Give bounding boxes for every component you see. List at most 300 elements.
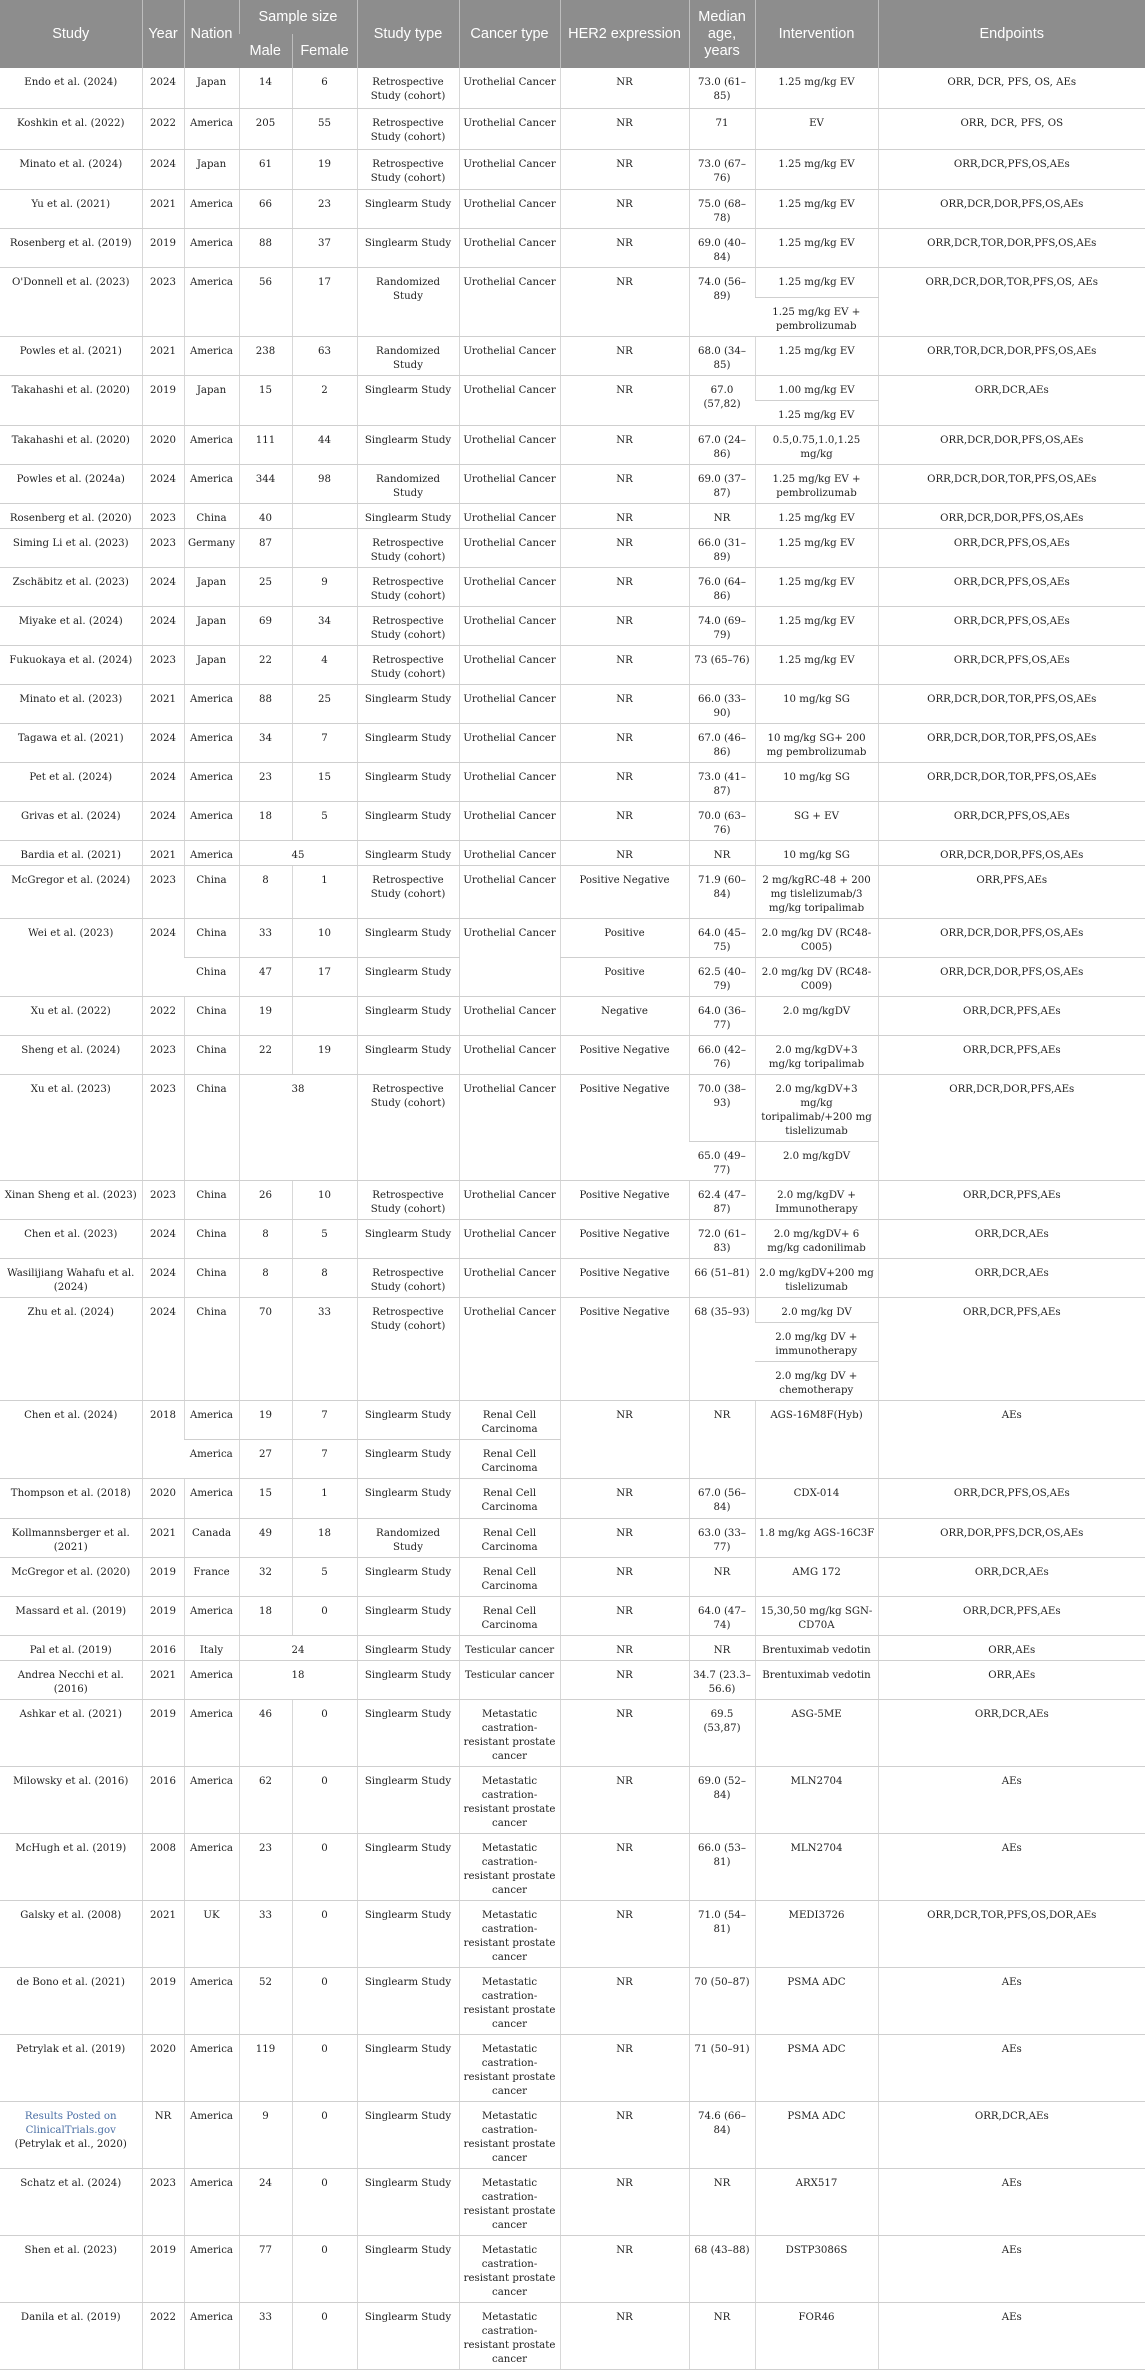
header-median-age: Median age, years (689, 0, 755, 68)
endpoints-cell: ORR,DCR,DOR,TOR,PFS,OS,AEs (878, 684, 1145, 723)
table-row (0, 645, 1145, 684)
study-cell: Takahashi et al. (2020) (0, 425, 142, 464)
her2-cell: NR (560, 762, 689, 801)
study-cell: Schatz et al. (2024) (0, 2168, 142, 2235)
endpoints-cell: ORR,DCR,DOR,PFS,OS,AEs (878, 918, 1145, 957)
cancer-type-cell: Urothelial Cancer (459, 840, 560, 865)
her2-cell: Positive Negative (560, 1035, 689, 1074)
cancer-type-cell: Renal Cell Carcinoma (459, 1439, 560, 1478)
female-cell: 63 (292, 336, 357, 375)
nation-cell: China (184, 1297, 239, 1400)
median-age-cell: NR (689, 2168, 755, 2235)
nation-cell: America (184, 801, 239, 840)
her2-cell: Positive (560, 957, 689, 996)
male-cell: 88 (239, 684, 292, 723)
sample-total-cell: 45 (239, 840, 357, 865)
cancer-type-cell: Urothelial Cancer (459, 1258, 560, 1297)
male-cell: 344 (239, 464, 292, 503)
male-cell: 19 (239, 1400, 292, 1439)
year-cell: 2024 (142, 1219, 184, 1258)
table-row (0, 1074, 1145, 1141)
cancer-type-cell: Renal Cell Carcinoma (459, 1518, 560, 1557)
intervention-cell: 1.25 mg/kg EV (755, 267, 878, 297)
nation-cell: China (184, 1219, 239, 1258)
study-type-cell: Retrospective Study (cohort) (357, 68, 459, 108)
cancer-type-cell: Urothelial Cancer (459, 606, 560, 645)
nation-cell: America (184, 1596, 239, 1635)
her2-cell: NR (560, 528, 689, 567)
intervention-cell: 2.0 mg/kgDV+3 mg/kg toripalimab/+200 mg tislelizumab (755, 1074, 878, 1141)
median-age-cell: NR (689, 840, 755, 865)
median-age-cell: 74.6 (66–84) (689, 2101, 755, 2168)
intervention-cell: MLN2704 (755, 1833, 878, 1900)
year-cell: 2023 (142, 1035, 184, 1074)
endpoints-cell: ORR,DCR,AEs (878, 1557, 1145, 1596)
endpoints-cell: ORR,DOR,PFS,DCR,OS,AEs (878, 1518, 1145, 1557)
cancer-type-cell: Urothelial Cancer (459, 801, 560, 840)
intervention-cell: 10 mg/kg SG (755, 762, 878, 801)
table-row (0, 1478, 1145, 1518)
intervention-cell: 1.25 mg/kg EV + pembrolizumab (755, 297, 878, 336)
cancer-type-cell: Metastatic castration-resistant prostate cancer (459, 2235, 560, 2302)
year-cell: 2024 (142, 801, 184, 840)
her2-cell: NR (560, 336, 689, 375)
header-study-type: Study type (357, 0, 459, 68)
table-row (0, 228, 1145, 267)
female-cell: 37 (292, 228, 357, 267)
study-cell: Wei et al. (2023) (0, 918, 142, 996)
study-type-cell: Randomized Study (357, 464, 459, 503)
year-cell: 2023 (142, 645, 184, 684)
sample-total-cell: 38 (239, 1074, 357, 1180)
nation-cell: America (184, 464, 239, 503)
female-cell: 18 (292, 1518, 357, 1557)
intervention-cell: 1.25 mg/kg EV (755, 606, 878, 645)
study-cell: Milowsky et al. (2016) (0, 1766, 142, 1833)
female-cell: 55 (292, 108, 357, 149)
median-age-cell: 66.0 (31–89) (689, 528, 755, 567)
year-cell: 2019 (142, 2235, 184, 2302)
cancer-type-cell: Urothelial Cancer (459, 108, 560, 149)
nation-cell: UK (184, 1900, 239, 1967)
intervention-cell: 2.0 mg/kgDV (755, 1141, 878, 1180)
cancer-type-cell: Urothelial Cancer (459, 1297, 560, 1400)
median-age-cell: 69.5 (53,87) (689, 1699, 755, 1766)
male-cell: 66 (239, 189, 292, 228)
intervention-cell: MLN2704 (755, 1766, 878, 1833)
female-cell: 0 (292, 1699, 357, 1766)
female-cell: 25 (292, 684, 357, 723)
study-type-cell: Singlearm Study (357, 1557, 459, 1596)
endpoints-cell: ORR,PFS,AEs (878, 865, 1145, 918)
her2-cell: NR (560, 425, 689, 464)
study-cell: McGregor et al. (2020) (0, 1557, 142, 1596)
study-cell: Chen et al. (2024) (0, 1400, 142, 1478)
female-cell: 17 (292, 957, 357, 996)
female-cell: 0 (292, 1833, 357, 1900)
study-cell: McGregor et al. (2024) (0, 865, 142, 918)
study-type-cell: Singlearm Study (357, 1699, 459, 1766)
nation-cell: China (184, 1258, 239, 1297)
endpoints-cell: ORR,DCR,PFS,OS,AEs (878, 645, 1145, 684)
female-cell: 5 (292, 801, 357, 840)
study-cell: O'Donnell et al. (2023) (0, 267, 142, 336)
female-cell: 0 (292, 1596, 357, 1635)
median-age-cell: 74.0 (69–79) (689, 606, 755, 645)
intervention-cell: 2.0 mg/kg DV + immunotherapy (755, 1322, 878, 1361)
intervention-cell: 1.25 mg/kg EV (755, 228, 878, 267)
nation-cell: Japan (184, 68, 239, 108)
table-row (0, 1400, 1145, 1439)
female-cell: 0 (292, 1766, 357, 1833)
year-cell: 2024 (142, 918, 184, 996)
table-row (0, 762, 1145, 801)
median-age-cell: 67.0 (24–86) (689, 425, 755, 464)
nation-cell: Canada (184, 1518, 239, 1557)
study-type-cell: Singlearm Study (357, 189, 459, 228)
table-row (0, 996, 1145, 1035)
table-row (0, 684, 1145, 723)
study-type-cell: Singlearm Study (357, 684, 459, 723)
her2-cell: NR (560, 108, 689, 149)
endpoints-cell: ORR,DCR,DOR,PFS,AEs (878, 1074, 1145, 1180)
her2-cell: NR (560, 1699, 689, 1766)
nation-cell: Japan (184, 645, 239, 684)
her2-cell: Positive Negative (560, 865, 689, 918)
study-cell: Thompson et al. (2018) (0, 1478, 142, 1518)
intervention-cell: PSMA ADC (755, 2034, 878, 2101)
endpoints-cell: AEs (878, 2168, 1145, 2235)
year-cell: 2024 (142, 1297, 184, 1400)
nation-cell: America (184, 1439, 239, 1478)
study-cell: Pet et al. (2024) (0, 762, 142, 801)
male-cell: 15 (239, 375, 292, 425)
year-cell: 2023 (142, 1074, 184, 1180)
her2-cell: NR (560, 1518, 689, 1557)
table-body (0, 68, 1145, 2369)
table-row (0, 723, 1145, 762)
median-age-cell: NR (689, 1400, 755, 1478)
intervention-cell: MEDI3726 (755, 1900, 878, 1967)
endpoints-cell: ORR,DCR,PFS,AEs (878, 1180, 1145, 1219)
endpoints-cell: ORR,DCR,AEs (878, 2101, 1145, 2168)
median-age-cell: NR (689, 2302, 755, 2369)
median-age-cell: 63.0 (33–77) (689, 1518, 755, 1557)
table-row (0, 1219, 1145, 1258)
header-cancer-type: Cancer type (459, 0, 560, 68)
year-cell: 2021 (142, 1518, 184, 1557)
table-row (0, 464, 1145, 503)
study-type-cell: Retrospective Study (cohort) (357, 149, 459, 189)
study-type-cell: Singlearm Study (357, 1035, 459, 1074)
female-cell: 1 (292, 1478, 357, 1518)
header-nation: Nation (184, 0, 239, 68)
median-age-cell: 62.4 (47–87) (689, 1180, 755, 1219)
table-row (0, 68, 1145, 108)
table-row (0, 425, 1145, 464)
year-cell: NR (142, 2101, 184, 2168)
male-cell: 25 (239, 567, 292, 606)
her2-cell: NR (560, 1635, 689, 1660)
her2-cell: NR (560, 1900, 689, 1967)
year-cell: 2019 (142, 228, 184, 267)
table-row (0, 567, 1145, 606)
intervention-cell: 2.0 mg/kgDV+ 6 mg/kg cadonilimab (755, 1219, 878, 1258)
endpoints-cell: ORR,DCR,PFS,OS,AEs (878, 801, 1145, 840)
male-cell: 87 (239, 528, 292, 567)
her2-cell: NR (560, 2034, 689, 2101)
her2-cell: Positive Negative (560, 1180, 689, 1219)
female-cell (292, 528, 357, 567)
year-cell: 2016 (142, 1635, 184, 1660)
nation-cell: Japan (184, 606, 239, 645)
male-cell: 46 (239, 1699, 292, 1766)
nation-cell: America (184, 1478, 239, 1518)
nation-cell: America (184, 336, 239, 375)
cancer-type-cell: Urothelial Cancer (459, 375, 560, 425)
female-cell: 9 (292, 567, 357, 606)
male-cell: 49 (239, 1518, 292, 1557)
intervention-cell: EV (755, 108, 878, 149)
nation-cell: China (184, 918, 239, 957)
her2-cell: NR (560, 567, 689, 606)
her2-cell: NR (560, 267, 689, 336)
her2-cell: NR (560, 2101, 689, 2168)
her2-cell: NR (560, 840, 689, 865)
cancer-type-cell: Urothelial Cancer (459, 1219, 560, 1258)
endpoints-cell: ORR,DCR,AEs (878, 1219, 1145, 1258)
endpoints-cell: ORR,DCR,DOR,PFS,OS,AEs (878, 189, 1145, 228)
study-cell: Rosenberg et al. (2020) (0, 503, 142, 528)
intervention-cell: 1.25 mg/kg EV (755, 68, 878, 108)
male-cell: 40 (239, 503, 292, 528)
her2-cell: NR (560, 228, 689, 267)
intervention-cell: 1.25 mg/kg EV (755, 528, 878, 567)
intervention-cell: CDX-014 (755, 1478, 878, 1518)
table-row (0, 2168, 1145, 2235)
male-cell: 119 (239, 2034, 292, 2101)
intervention-cell: 2.0 mg/kgDV+3 mg/kg toripalimab (755, 1035, 878, 1074)
nation-cell: America (184, 2235, 239, 2302)
study-type-cell: Singlearm Study (357, 228, 459, 267)
female-cell: 4 (292, 645, 357, 684)
header-year: Year (142, 0, 184, 68)
study-type-cell: Singlearm Study (357, 503, 459, 528)
header-intervention: Intervention (755, 0, 878, 68)
year-cell: 2021 (142, 1660, 184, 1699)
her2-cell: NR (560, 684, 689, 723)
cancer-type-cell: Urothelial Cancer (459, 267, 560, 336)
table-row (0, 336, 1145, 375)
study-type-cell: Retrospective Study (cohort) (357, 528, 459, 567)
year-cell: 2021 (142, 336, 184, 375)
study-cell: Danila et al. (2019) (0, 2302, 142, 2369)
table-row (0, 606, 1145, 645)
her2-cell: NR (560, 1660, 689, 1699)
intervention-cell: 10 mg/kg SG (755, 684, 878, 723)
male-cell: 69 (239, 606, 292, 645)
female-cell: 7 (292, 1439, 357, 1478)
endpoints-cell: ORR, DCR, PFS, OS, AEs (878, 68, 1145, 108)
nation-cell: China (184, 1035, 239, 1074)
cancer-type-cell: Urothelial Cancer (459, 1074, 560, 1180)
study-type-cell: Singlearm Study (357, 2101, 459, 2168)
female-cell (292, 996, 357, 1035)
table-row (0, 189, 1145, 228)
cancer-type-cell: Urothelial Cancer (459, 865, 560, 918)
median-age-cell: 76.0 (64–86) (689, 567, 755, 606)
study-type-cell: Singlearm Study (357, 425, 459, 464)
cancer-type-cell: Metastatic castration-resistant prostate cancer (459, 1833, 560, 1900)
year-cell: 2023 (142, 528, 184, 567)
cancer-type-cell: Testicular cancer (459, 1660, 560, 1699)
study-cell: Wasilijiang Wahafu et al. (2024) (0, 1258, 142, 1297)
female-cell: 44 (292, 425, 357, 464)
table-row (0, 1967, 1145, 2034)
cancer-type-cell: Urothelial Cancer (459, 425, 560, 464)
median-age-cell: 74.0 (56–89) (689, 267, 755, 336)
intervention-cell: Brentuximab vedotin (755, 1635, 878, 1660)
study-cell: Xinan Sheng et al. (2023) (0, 1180, 142, 1219)
study-cell: Sheng et al. (2024) (0, 1035, 142, 1074)
endpoints-cell: ORR,DCR,DOR,TOR,PFS,OS,AEs (878, 762, 1145, 801)
nation-cell: America (184, 1967, 239, 2034)
nation-cell: America (184, 723, 239, 762)
male-cell: 8 (239, 1219, 292, 1258)
endpoints-cell: ORR,DCR,DOR,PFS,OS,AEs (878, 425, 1145, 464)
her2-cell: NR (560, 801, 689, 840)
table-row (0, 503, 1145, 528)
year-cell: 2024 (142, 723, 184, 762)
intervention-cell: 1.25 mg/kg EV + pembrolizumab (755, 464, 878, 503)
cancer-type-cell: Urothelial Cancer (459, 762, 560, 801)
table-row (0, 1833, 1145, 1900)
year-cell: 2022 (142, 108, 184, 149)
header-male: Male (239, 34, 292, 68)
header-female: Female (292, 34, 357, 68)
endpoints-cell: ORR,DCR,PFS,AEs (878, 1035, 1145, 1074)
median-age-cell: 71.0 (54–81) (689, 1900, 755, 1967)
cancer-type-cell: Urothelial Cancer (459, 189, 560, 228)
table-row (0, 1660, 1145, 1699)
endpoints-cell: ORR,DCR,DOR,TOR,PFS,OS,AEs (878, 723, 1145, 762)
intervention-cell: Brentuximab vedotin (755, 1660, 878, 1699)
median-age-cell: 68 (35–93) (689, 1297, 755, 1400)
intervention-cell: FOR46 (755, 2302, 878, 2369)
year-cell: 2018 (142, 1400, 184, 1478)
male-cell: 33 (239, 1900, 292, 1967)
endpoints-cell: ORR,DCR,AEs (878, 375, 1145, 425)
table-row (0, 2302, 1145, 2369)
median-age-cell: 34.7 (23.3–56.6) (689, 1660, 755, 1699)
study-type-cell: Singlearm Study (357, 762, 459, 801)
study-cell: Shen et al. (2023) (0, 2235, 142, 2302)
nation-cell: America (184, 684, 239, 723)
nation-cell: China (184, 503, 239, 528)
intervention-cell: 2 mg/kgRC-48 + 200 mg tislelizumab/3 mg/kg toripalimab (755, 865, 878, 918)
study-cell: Galsky et al. (2008) (0, 1900, 142, 1967)
nation-cell: America (184, 108, 239, 149)
endpoints-cell: ORR,DCR,AEs (878, 1699, 1145, 1766)
female-cell: 15 (292, 762, 357, 801)
study-type-cell: Singlearm Study (357, 918, 459, 957)
female-cell: 0 (292, 2235, 357, 2302)
intervention-cell: 2.0 mg/kg DV (RC48-C009) (755, 957, 878, 996)
cancer-type-cell: Urothelial Cancer (459, 336, 560, 375)
study-cell: Massard et al. (2019) (0, 1596, 142, 1635)
nation-cell: America (184, 1660, 239, 1699)
female-cell: 7 (292, 723, 357, 762)
study-cell: McHugh et al. (2019) (0, 1833, 142, 1900)
female-cell: 6 (292, 68, 357, 108)
her2-cell: NR (560, 1967, 689, 2034)
intervention-cell: SG + EV (755, 801, 878, 840)
intervention-cell: 2.0 mg/kgDV + Immunotherapy (755, 1180, 878, 1219)
intervention-cell: ARX517 (755, 2168, 878, 2235)
study-cell: Chen et al. (2023) (0, 1219, 142, 1258)
study-type-cell: Retrospective Study (cohort) (357, 606, 459, 645)
clinicaltrials-link[interactable]: Results Posted on ClinicalTrials.gov (24, 2110, 117, 2136)
cancer-type-cell: Urothelial Cancer (459, 68, 560, 108)
her2-cell: NR (560, 2235, 689, 2302)
study-type-cell: Singlearm Study (357, 840, 459, 865)
intervention-cell: 15,30,50 mg/kg SGN-CD70A (755, 1596, 878, 1635)
nation-cell: China (184, 996, 239, 1035)
study-type-cell: Retrospective Study (cohort) (357, 108, 459, 149)
her2-cell: NR (560, 1833, 689, 1900)
her2-cell: NR (560, 68, 689, 108)
study-cell (0, 2101, 142, 2168)
table-row (0, 528, 1145, 567)
study-type-cell: Retrospective Study (cohort) (357, 865, 459, 918)
study-type-cell: Singlearm Study (357, 1400, 459, 1439)
median-age-cell: 69.0 (40–84) (689, 228, 755, 267)
median-age-cell: 66.0 (33–90) (689, 684, 755, 723)
female-cell: 0 (292, 2302, 357, 2369)
median-age-cell: 73 (65–76) (689, 645, 755, 684)
table-row (0, 1699, 1145, 1766)
year-cell: 2023 (142, 267, 184, 336)
her2-cell: Positive Negative (560, 1219, 689, 1258)
her2-cell: NR (560, 723, 689, 762)
study-cell: Endo et al. (2024) (0, 68, 142, 108)
cancer-type-cell: Urothelial Cancer (459, 996, 560, 1035)
year-cell: 2023 (142, 503, 184, 528)
male-cell: 22 (239, 645, 292, 684)
median-age-cell: 62.5 (40–79) (689, 957, 755, 996)
endpoints-cell: AEs (878, 2302, 1145, 2369)
study-type-cell: Singlearm Study (357, 801, 459, 840)
intervention-cell: 1.25 mg/kg EV (755, 189, 878, 228)
nation-cell: China (184, 957, 239, 996)
nation-cell: Germany (184, 528, 239, 567)
nation-cell: China (184, 1074, 239, 1180)
her2-cell: NR (560, 2168, 689, 2235)
header-sample-size: Sample size (239, 0, 357, 34)
endpoints-cell: AEs (878, 2034, 1145, 2101)
nation-cell: America (184, 2168, 239, 2235)
cancer-type-cell: Metastatic castration-resistant prostate cancer (459, 2034, 560, 2101)
male-cell: 238 (239, 336, 292, 375)
study-type-cell: Retrospective Study (cohort) (357, 567, 459, 606)
median-age-cell: 75.0 (68–78) (689, 189, 755, 228)
male-cell: 32 (239, 1557, 292, 1596)
female-cell: 7 (292, 1400, 357, 1439)
year-cell: 2021 (142, 840, 184, 865)
year-cell: 2020 (142, 2034, 184, 2101)
cancer-type-cell: Metastatic castration-resistant prostate cancer (459, 1766, 560, 1833)
study-cell: Tagawa et al. (2021) (0, 723, 142, 762)
